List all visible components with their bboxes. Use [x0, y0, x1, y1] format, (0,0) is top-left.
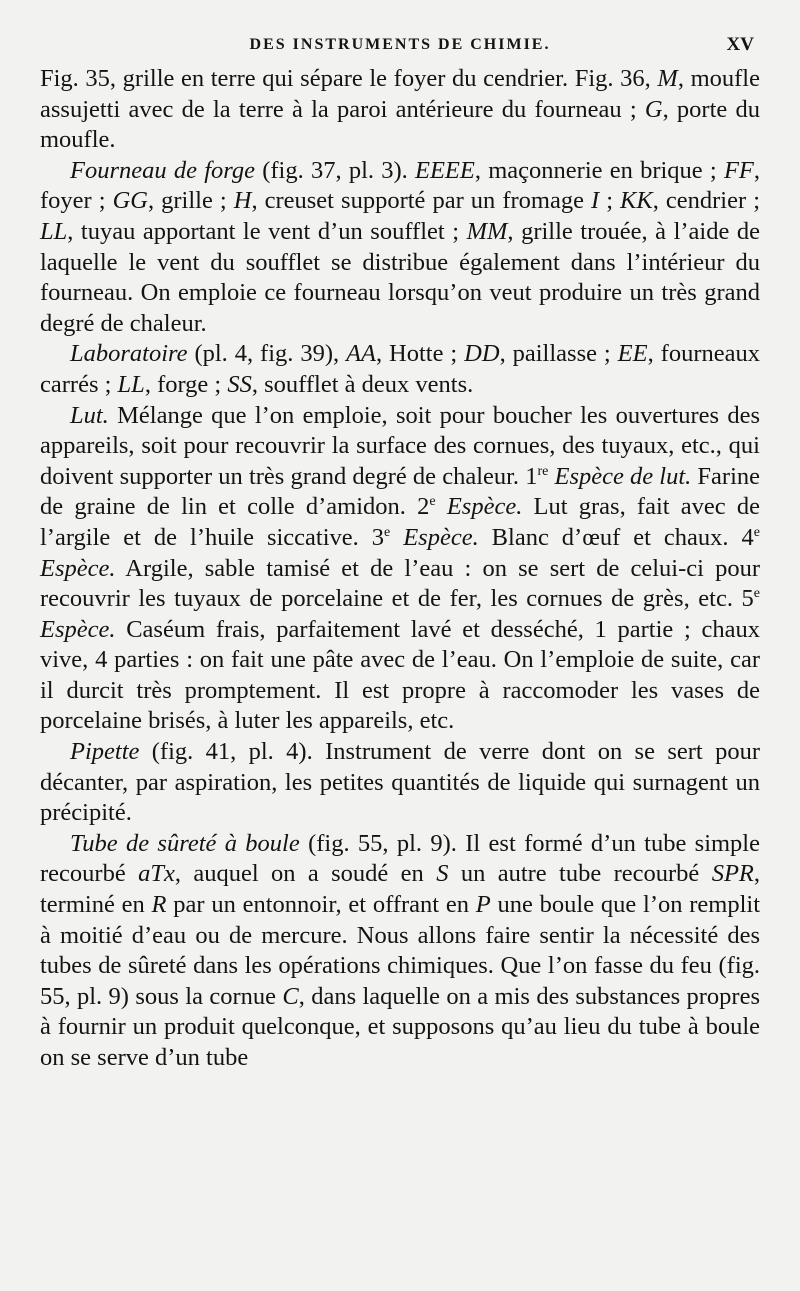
paragraph-tube-de-surete [40, 829, 760, 1074]
text-run: H [233, 187, 252, 215]
paragraph-lut [40, 401, 760, 738]
text-run: (pl. 4, fig. 39), [187, 340, 347, 368]
text-run: , auquel on a soudé en [174, 860, 437, 888]
text-run: , fourneaux carrés ; [40, 340, 760, 398]
running-title: DES INSTRUMENTS DE CHIMIE. [249, 36, 551, 53]
text-run: EEEE [415, 156, 475, 184]
body-text [40, 64, 760, 1074]
ordinal-suffix: e [753, 524, 760, 540]
text-run: SPR [711, 860, 754, 888]
text-run: S [436, 860, 449, 888]
text-run: Fig. 35, grille en terre qui sépare le foyer du cendrier. Fig. 36, [40, 65, 658, 92]
text-run: , tuyau apportant le vent d’un soufflet ; [67, 217, 467, 245]
text-run: , grille trouée, à l’aide de laquelle le vent du soufflet se distribue également dans l’intérieur du fourneau. On emploie ce fourneau lorsqu’on veut produire un très grand degré de chaleur. [40, 217, 760, 337]
text-run: , paillasse ; [499, 340, 618, 368]
text-run: Espèce. [40, 615, 116, 643]
paragraph-fourneau-de-forge [40, 156, 760, 340]
text-run: MM [466, 217, 508, 245]
ordinal-suffix: e [753, 585, 760, 601]
text-run: Espèce de lut. [554, 462, 692, 490]
text-run: Espèce. [40, 554, 116, 582]
text-run: , dans laquelle on a mis des substances propres à fournir un produit quelconque, et supposons qu’au lieu du tube à boule on se serve d’un tube [40, 982, 760, 1071]
text-run: , cendrier ; [652, 187, 760, 215]
text-run: FF [723, 156, 754, 184]
running-head [40, 30, 760, 58]
text-run [390, 524, 403, 551]
entry-term: Laboratoire [70, 340, 188, 368]
text-run: Farine de graine de lin et colle d’amidon. 2 [40, 462, 760, 521]
text-run: SS [227, 370, 252, 398]
entry-term: Fourneau de forge [70, 156, 256, 184]
text-run: aTx [138, 860, 175, 888]
entry-term: Pipette [70, 738, 140, 766]
text-run: KK [620, 187, 653, 215]
text-run: G [644, 95, 663, 123]
text-run: (fig. 37, pl. 3). [255, 156, 415, 184]
text-run: Argile, sable tamisé et de l’eau : on se sert de celui-ci pour recouvrir les tuyaux de porcelaine et de fer, les cornues de grès, etc. 5 [40, 554, 760, 613]
text-run: Espèce. [446, 493, 523, 521]
text-run: Mélange que l’on emploie, soit pour boucher les ouvertures des appareils, soit pour recouvrir la surface des cornues, des tuyaux, etc., qui doivent supporter un très grand degré de chaleur. 1 [40, 401, 760, 490]
paragraph-pipette [40, 737, 760, 829]
text-run: , terminé en [40, 860, 760, 919]
text-run: EE [617, 340, 648, 368]
text-run: ; [599, 187, 621, 215]
entry-term: Tube de sûreté à boule [70, 829, 300, 857]
text-run: Blanc d’œuf et chaux. 4 [478, 523, 754, 551]
text-run: , foyer ; [40, 156, 760, 215]
text-run: GG [112, 187, 148, 215]
text-run: M [657, 65, 678, 92]
text-run: AA [346, 340, 376, 368]
text-run: LL [40, 217, 68, 245]
text-run: , maçonnerie en brique ; [474, 156, 724, 184]
text-run: (fig. 41, pl. 4). Instrument de verre dont on se sert pour décanter, par aspiration, les petites quantités de liquide qui surnagent un précipité. [40, 738, 760, 827]
text-run: I [590, 187, 600, 215]
text-run: C [282, 982, 299, 1010]
text-run: Espèce. [403, 523, 479, 551]
text-run: , soufflet à deux vents. [251, 370, 474, 398]
entry-term: Lut. [70, 401, 109, 429]
text-run: , Hotte ; [376, 340, 465, 368]
text-run [436, 493, 447, 520]
ordinal-suffix: e [429, 494, 436, 510]
text-run: DD [464, 340, 500, 368]
text-run: , moufle assujetti avec de la terre à la paroi antérieure du fourneau ; [40, 65, 760, 123]
text-run: P [475, 891, 491, 919]
text-run: , porte du moufle. [40, 95, 760, 154]
text-run: par un entonnoir, et offrant en [166, 891, 476, 919]
paragraph-fig-35 [40, 64, 760, 156]
paragraph-laboratoire [40, 339, 760, 400]
text-run: LL [117, 370, 145, 398]
text-run: une boule que l’on remplit à moitié d’eau ou de mercure. Nous allons faire sentir la nécessité des tubes de sûreté dans les opérations chimiques. Que l’on fasse du feu (fig. 55, pl. 9) sous la cornue [40, 891, 761, 1010]
text-run: Lut gras, fait avec de l’argile et de l’huile siccative. 3 [40, 493, 761, 551]
page-number: XV [726, 34, 754, 55]
text-run: un autre tube recourbé [448, 860, 712, 888]
text-run: , grille ; [147, 187, 234, 215]
text-run: , creuset supporté par un fromage [251, 187, 591, 215]
text-run: Caséum frais, parfaitement lavé et desséché, 1 partie ; chaux vive, 4 parties : on fait une pâte avec de l’eau. On l’emploie de suite, car il durcit très promptement. Il est propre à raccomoder les vases de porcelaine brisés, à luter les appareils, etc. [40, 615, 760, 735]
ordinal-suffix: re [537, 463, 549, 479]
text-run: R [151, 891, 167, 919]
text-run: (fig. 55, pl. 9). Il est formé d’un tube simple recourbé [40, 829, 760, 888]
ordinal-suffix: e [384, 524, 391, 540]
text-run: , forge ; [144, 370, 228, 398]
